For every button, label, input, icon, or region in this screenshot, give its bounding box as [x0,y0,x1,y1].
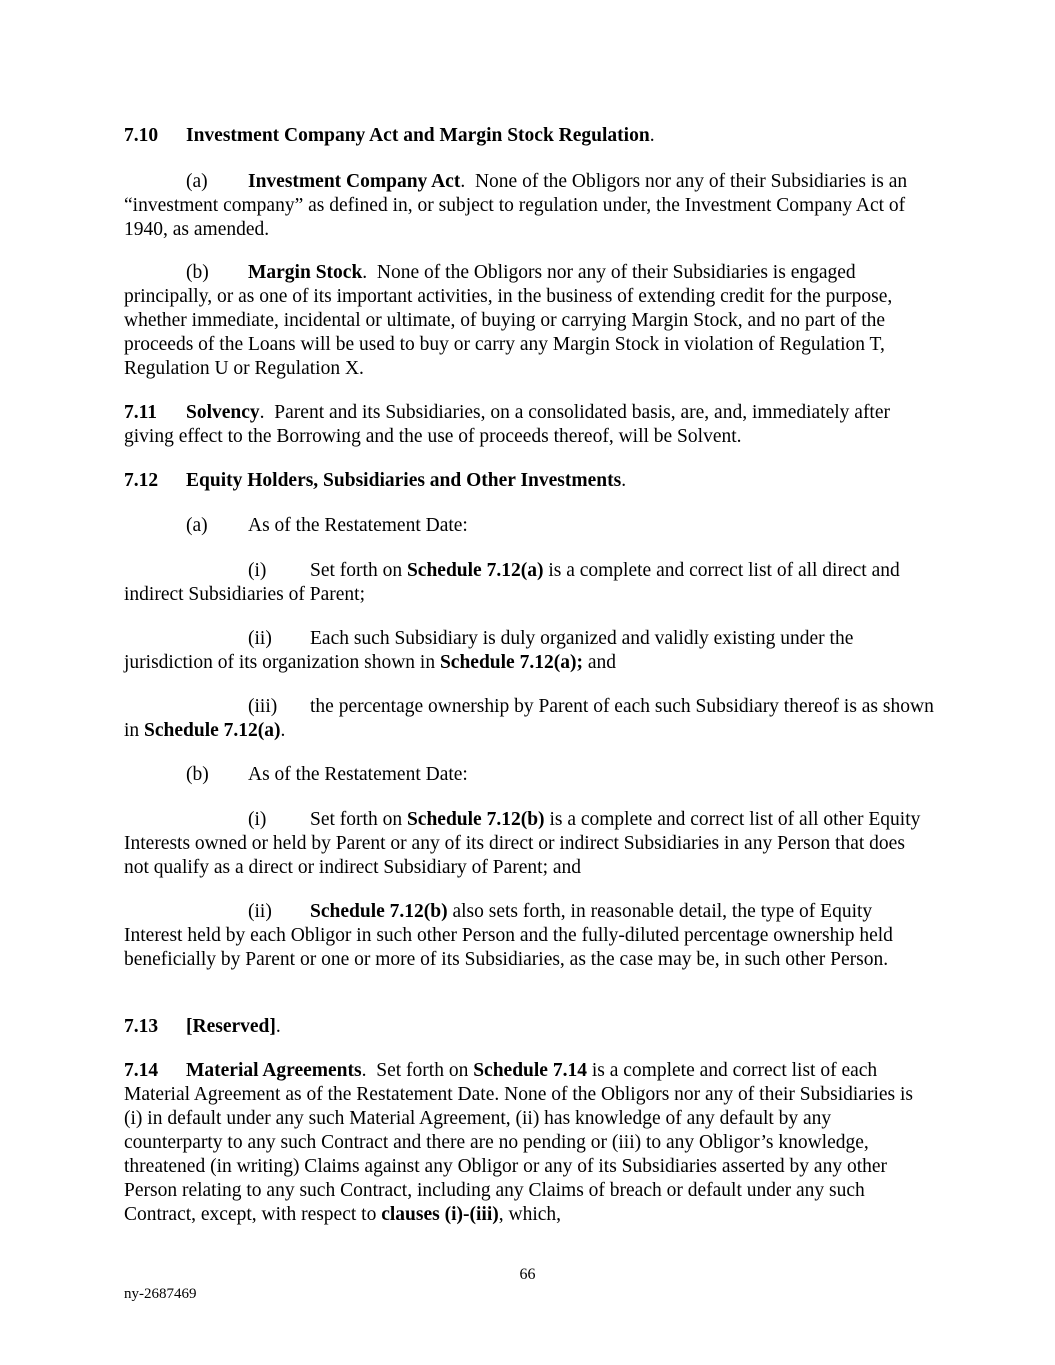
subclause-text: Set forth on [310,809,403,830]
section-7-12-b-i [124,808,934,880]
schedule-reference: Schedule 7.12(a) [144,720,281,741]
section-text: is a complete and correct list of each Material Agreement as of the Restatement Date. None of the Obligors nor any of their Subsidiaries is (i) in default under any such Material Agreement, (ii) has knowledge of any default by any counterparty to any such Contract and there are no pending or (iii) to any Obligor’s knowledge, threatened (in writing) Claims against any Obligor or any of its Subsidiaries asserted by any other Person relating to any such Contract, including any Claims of breach or default under any such Contract, except, with respect to [124,1060,913,1225]
schedule-reference: Schedule 7.12(b) [310,901,448,922]
section-number: 7.14 [124,1060,159,1081]
section-7-10-heading: 7.10 Investment Company Act and Margin Stock Regulation. [124,125,655,146]
subclause-text: and [587,652,616,673]
clause-text: As of the Restatement Date: [248,515,468,536]
section-7-12-a-i [124,559,934,607]
section-text: Parent and its Subsidiaries, on a consolidated basis, are, and, immediately after giving effect to the Borrowing and the use of proceeds thereof, will be Solvent. [124,402,891,447]
section-7-12-a-iii [124,695,934,743]
section-text: Set forth on [376,1060,469,1081]
section-7-12-a [124,514,934,538]
subclause-text: Each such Subsidiary is duly organized and validly existing under the jurisdiction of its organization shown in [124,628,854,673]
clause-heading: Margin Stock [248,262,363,283]
section-7-10-b: (b) Margin Stock. None of the Obligors nor any of their Subsidiaries is engaged principally, or as one of its important activities, in the business of extending credit for the purpose, whether immediate, incidental or ultimate, of buying or carrying Margin Stock, and no part of the proceeds of the Loans will be used to buy or carry any Margin Stock in violation of Regulation T, Regulation U or Regulation X. [124,262,893,379]
clause-label: (b) [186,764,209,785]
subclause-label: (ii) [248,628,272,649]
clause-reference: clauses (i)-(iii) [381,1204,499,1225]
section-text: , which, [498,1204,562,1225]
section-7-12-a-ii [124,627,934,675]
section-7-13: 7.13 [Reserved]. [124,1016,281,1037]
clause-label: (b) [186,262,209,283]
clause-text: As of the Restatement Date: [248,764,468,785]
section-7-12-b [124,763,934,787]
subclause-label: (ii) [248,901,272,922]
section-7-11: 7.11 Solvency. Parent and its Subsidiaries, on a consolidated basis, are, and, immediately after giving effect to the Borrowing and the use of proceeds thereof, will be Solvent. [124,402,891,447]
section-title: Solvency [186,402,260,423]
subclause-text: . [280,720,286,741]
clause-text: None of the Obligors nor any of their Subsidiaries is an “investment company” as defined in, or subject to regulation under, the Investment Company Act of 1940, as amended. [124,171,908,240]
section-7-12-heading: 7.12 Equity Holders, Subsidiaries and Other Investments. [124,470,627,491]
subclause-text: Set forth on [310,560,403,581]
section-number: 7.10 [124,125,159,146]
subclause-text: also sets forth, in reasonable detail, the type of Equity Interest held by each Obligor in such other Person and the fully-diluted percentage ownership held beneficially by Parent or one or more of its Subsidiaries, as the case may be, in such other Person. [124,901,893,970]
document-id: ny-2687469 [124,1286,197,1302]
schedule-reference: Schedule 7.14 [473,1060,587,1081]
clause-text: None of the Obligors nor any of their Subsidiaries is engaged principally, or as one of its important activities, in the business of extending credit for the purpose, whether immediate, incidental or ultimate, of buying or carrying Margin Stock, and no part of the proceeds of the Loans will be used to buy or carry any Margin Stock in violation of Regulation T, Regulation U or Regulation X. [124,262,893,379]
subclause-label: (i) [248,560,267,581]
section-number: 7.13 [124,1016,159,1037]
section-title: Equity Holders, Subsidiaries and Other Investments [186,470,622,491]
section-7-12-b-ii [124,900,934,972]
subclause-text: is a complete and correct list of all other Equity Interests owned or held by Parent or any of its direct or indirect Subsidiaries in any Person that does not qualify as a direct or indirect Subsidiary of Parent; and [124,809,921,878]
subclause-label: (i) [248,809,267,830]
section-title: [Reserved] [186,1016,276,1037]
section-number: 7.12 [124,470,159,491]
subclause-label: (iii) [248,696,278,717]
schedule-reference: Schedule 7.12(a); [439,652,583,673]
schedule-reference: Schedule 7.12(b) [406,809,545,830]
clause-heading: Investment Company Act [248,171,461,192]
section-title: Material Agreements [186,1060,362,1081]
clause-label: (a) [186,171,208,192]
section-7-10-a: (a) Investment Company Act. None of the Obligors nor any of their Subsidiaries is an “investment company” as defined in, or subject to regulation under, the Investment Company Act of 1940, as amended. [124,171,908,240]
subclause-text: is a complete and correct list of all direct and indirect Subsidiaries of Parent; [124,560,900,605]
schedule-reference: Schedule 7.12(a) [406,560,544,581]
section-title: Investment Company Act and Margin Stock Regulation [186,125,650,146]
section-7-14: 7.14 Material Agreements. Set forth on Schedule 7.14 is a complete and correct list of each Material Agreement as of the Restatement Date. None of the Obligors nor any of their Subsidiaries is (i) in default under any such Material Agreement, (ii) has knowledge of any default by any counterparty to any such Contract and there are no pending or (iii) to any Obligor’s knowledge, threatened (in writing) Claims against any Obligor or any of its Subsidiaries asserted by any other Person relating to any such Contract, including any Claims of breach or default under any such Contract, except, with respect to clauses (i)-(iii), which, [124,1060,913,1225]
clause-label: (a) [186,515,208,536]
section-number: 7.11 [124,402,158,423]
page-number: 66 [519,1266,536,1283]
subclause-text: the percentage ownership by Parent of each such Subsidiary thereof is as shown in [124,696,934,741]
